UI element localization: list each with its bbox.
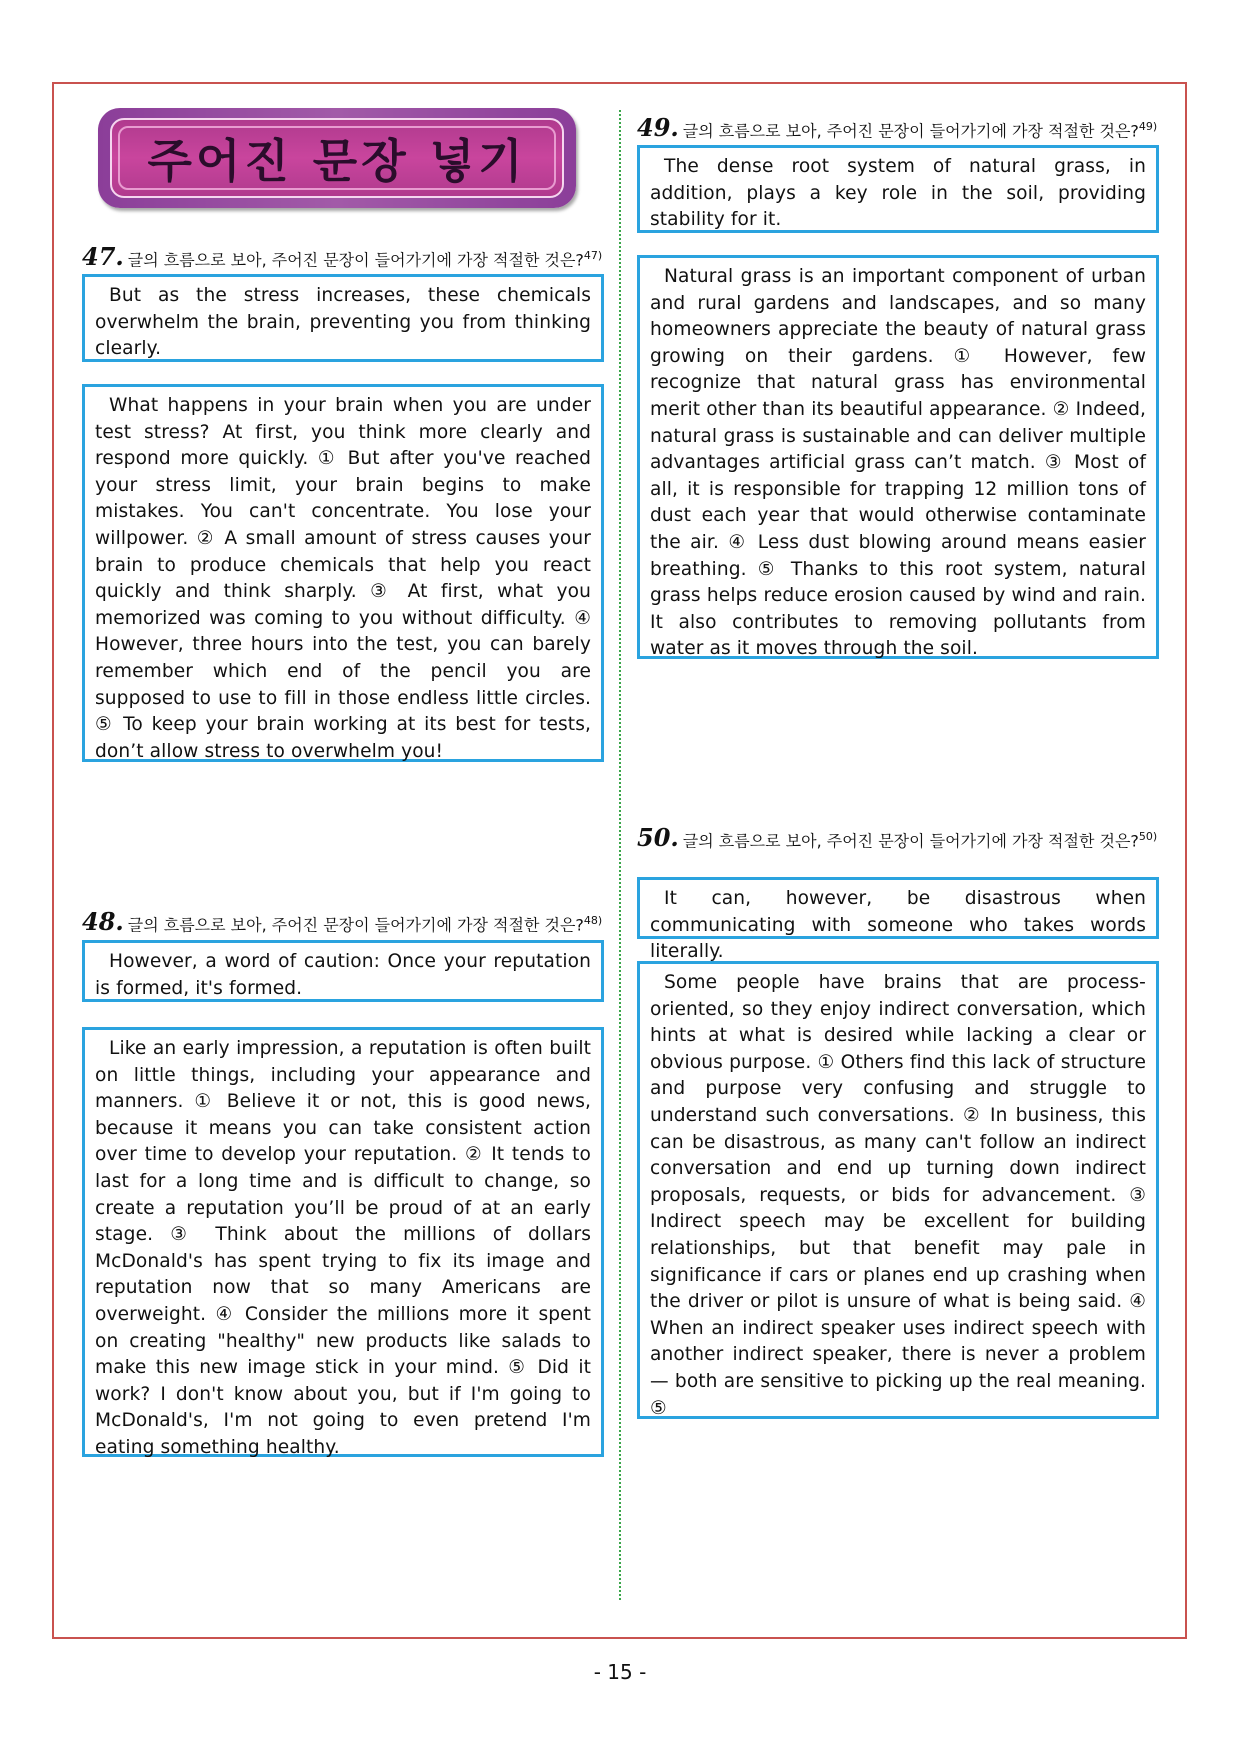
question-49-given-sentence bbox=[637, 145, 1159, 233]
question-number: 47. bbox=[82, 242, 124, 272]
footnote-ref: 50) bbox=[1138, 830, 1158, 843]
question-48-header bbox=[82, 907, 603, 937]
question-49-passage bbox=[637, 255, 1159, 659]
passage-text: Some people have brains that are process-oriented, so they enjoy indirect conversation, which hints at what is desired while lacking a clear or obvious purpose. ① Others find this lack of structure and purpose very confusing and struggle to understand such conversations. ② In business, this can be disastrous, as many can't follow an indirect conversation and end up turning down indirect proposals, requests, or bids for advancement. ③ Indirect speech may be excellent for building relationships, but that benefit may pale in significance if cars or planes end up crashing when the driver or pilot is unsure of what is being said. ④ When an indirect speaker uses indirect speech with another indirect speaker, there is never a problem — both are sensitive to picking up the real meaning. ⑤ bbox=[650, 972, 1146, 1419]
column-divider bbox=[619, 110, 621, 1600]
question-prompt: 글의 흐름으로 보아, 주어진 문장이 들어가기에 가장 적절한 것은? bbox=[682, 121, 1139, 141]
question-49-header bbox=[637, 113, 1158, 143]
footnote-ref: 48) bbox=[583, 914, 603, 927]
question-47-header bbox=[82, 242, 603, 272]
question-48-given-sentence bbox=[82, 940, 604, 1002]
question-number: 49. bbox=[637, 113, 679, 143]
question-number: 48. bbox=[82, 907, 124, 937]
given-sentence-text: However, a word of caution: Once your reputation is formed, it's formed. bbox=[95, 951, 591, 999]
passage-text: What happens in your brain when you are under test stress? At first, you think more clearly and respond more quickly. ① But after you've reached your stress limit, your brain begins to make mistakes. You can't concentrate. You lose your willpower. ② A small amount of stress causes your brain to produce chemicals that help you react quickly and think sharply. ③ At first, what you memorized was coming to you without difficulty. ④ However, three hours into the test, you can barely remember which end of the pencil you are supposed to use to fill in those endless little circles. ⑤ To keep your brain working at its best for tests, don’t allow stress to overwhelm you! bbox=[95, 395, 591, 762]
given-sentence-text: It can, however, be disastrous when communicating with someone who takes words literally. bbox=[650, 888, 1146, 963]
passage-text: Natural grass is an important component of urban and rural gardens and landscapes, and so many homeowners appreciate the beauty of natural grass growing on their gardens. ① However, few recognize that natural grass has environmental merit other than its beautiful appearance. ② Indeed, natural grass is sustainable and can deliver multiple advantages artificial grass can’t match. ③ Most of all, it is responsible for trapping 12 million tons of dust each year that would otherwise contaminate the air. ④ Less dust blowing around means easier breathing. ⑤ Thanks to this root system, natural grass helps reduce erosion caused by wind and rain. It also contributes to removing pollutants from water as it moves through the soil. bbox=[650, 266, 1146, 660]
footnote-ref: 47) bbox=[583, 249, 603, 262]
question-prompt: 글의 흐름으로 보아, 주어진 문장이 들어가기에 가장 적절한 것은? bbox=[127, 250, 584, 270]
section-title: 주어진 문장 넣기 bbox=[147, 134, 527, 188]
given-sentence-text: The dense root system of natural grass, in addition, plays a key role in the soil, providing stability for it. bbox=[650, 156, 1146, 231]
section-title-inner bbox=[110, 118, 564, 198]
given-sentence-text: But as the stress increases, these chemicals overwhelm the brain, preventing you from thinking clearly. bbox=[95, 285, 591, 360]
passage-text: Like an early impression, a reputation is often built on little things, including your appearance and manners. ① Believe it or not, this is good news, because it means you can take consistent action over time to develop your reputation. ② It tends to last for a long time and is difficult to change, so create a reputation you’ll be proud of at an early stage. ③ Think about the millions of dollars McDonald's has spent trying to fix its image and reputation now that so many Americans are overweight. ④ Consider the millions more it spent on creating "healthy" new products like salads to make this new image stick in your mind. ⑤ Did it work? I don't know about you, but if I'm going to McDonald's, I'm not going to even pretend I'm eating something healthy. bbox=[95, 1038, 591, 1458]
question-prompt: 글의 흐름으로 보아, 주어진 문장이 들어가기에 가장 적절한 것은? bbox=[682, 831, 1139, 851]
question-47-passage bbox=[82, 384, 604, 762]
section-title-banner bbox=[98, 108, 576, 208]
question-47-given-sentence bbox=[82, 274, 604, 362]
question-48-passage bbox=[82, 1027, 604, 1457]
question-number: 50. bbox=[637, 823, 679, 853]
footnote-ref: 49) bbox=[1138, 120, 1158, 133]
question-50-passage bbox=[637, 961, 1159, 1419]
question-50-given-sentence bbox=[637, 877, 1159, 963]
question-prompt: 글의 흐름으로 보아, 주어진 문장이 들어가기에 가장 적절한 것은? bbox=[127, 915, 584, 935]
question-50-header bbox=[637, 823, 1159, 853]
page-number: - 15 - bbox=[593, 1660, 647, 1684]
